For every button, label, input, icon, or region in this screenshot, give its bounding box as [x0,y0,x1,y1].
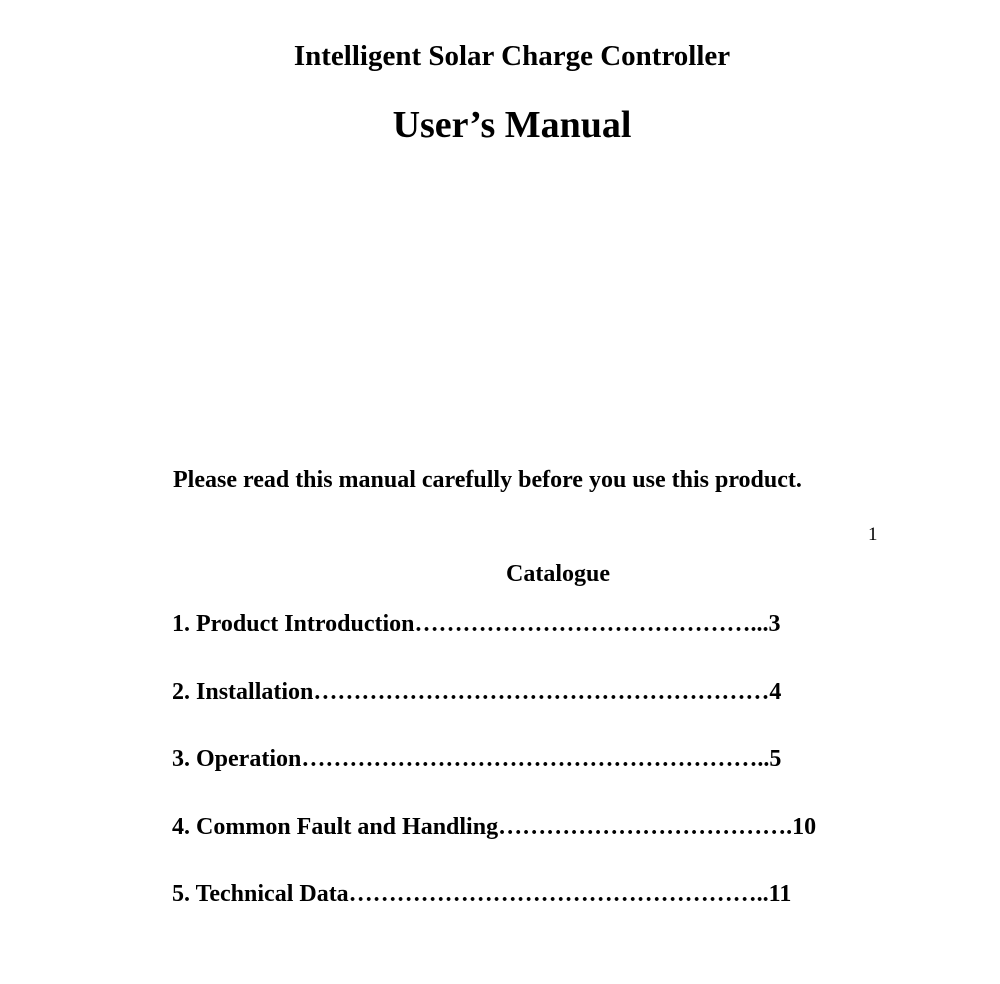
catalogue-heading: Catalogue [506,561,610,587]
toc-entry-installation: 2. Installation…………………………………………………4 [172,678,782,705]
toc-entry-common-fault-and-handling: 4. Common Fault and Handling……………………………….10 [172,813,817,840]
document-subtitle: User’s Manual [392,104,632,146]
read-manual-notice: Please read this manual carefully before you use this product. [173,467,802,493]
table-of-contents [172,606,892,944]
toc-entry-operation: 3. Operation…………………………………………………..5 [172,746,782,772]
document-title: Intelligent Solar Charge Controller [293,40,731,72]
page-number: 1 [868,524,878,545]
toc-entry-technical-data: 5. Technical Data……………………………………………..11 [172,881,792,907]
toc-entry-product-introduction: 1. Product Introduction……………………………………...3 [172,611,781,637]
